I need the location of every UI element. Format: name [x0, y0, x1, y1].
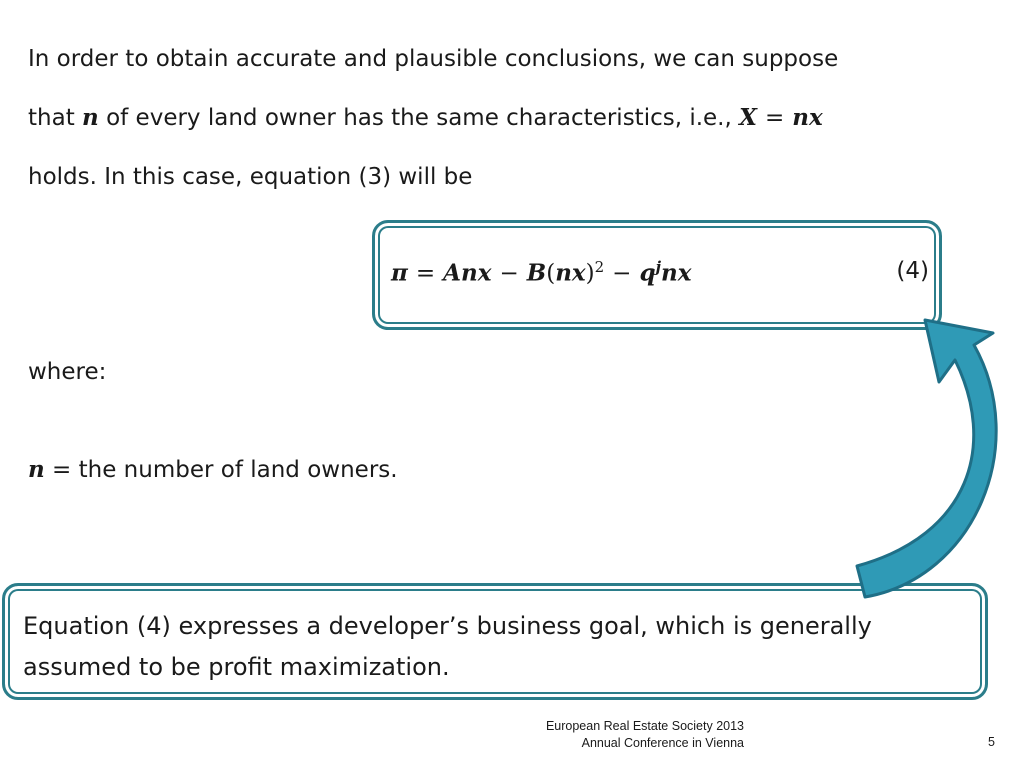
note-line-2: assumed to be profit maximization.	[23, 653, 450, 681]
variable-x: X	[739, 104, 757, 131]
eq-q-nx: nx	[661, 259, 692, 287]
equation-number: (4)	[896, 258, 929, 284]
footer-line-1: European Real Estate Society 2013	[545, 719, 744, 733]
variable-nx: nx	[792, 104, 823, 131]
eq-exponent: 2	[594, 258, 605, 276]
eq-close-paren: )	[585, 260, 595, 287]
note-line-1: Equation (4) expresses a developer’s business goal, which is generally	[23, 612, 872, 640]
eq-minus-2: −	[612, 260, 632, 287]
equals-sign: =	[765, 105, 785, 131]
variable-n: n	[82, 104, 99, 131]
eq-pi: π	[391, 259, 408, 287]
page-number: 5	[988, 735, 995, 749]
footer	[500, 718, 744, 752]
definition-text: = the number of land owners.	[52, 457, 398, 483]
paragraph-line-3: holds. In this case, equation (3) will be	[28, 164, 473, 190]
eq-equals: =	[415, 260, 436, 287]
eq-q: q	[639, 259, 656, 287]
eq-q-superscript: j	[655, 258, 661, 276]
eq-b: B	[526, 259, 547, 287]
where-label: where:	[28, 359, 107, 385]
eq-term-anx: Anx	[443, 259, 492, 287]
footer-line-2: Annual Conference in Vienna	[581, 736, 744, 750]
paragraph-line-2-middle: of every land owner has the same characteristics, i.e.,	[106, 105, 732, 131]
paragraph-line-1: In order to obtain accurate and plausible conclusions, we can suppose	[28, 46, 839, 72]
eq-minus-1: −	[499, 260, 519, 287]
eq-open-paren: (	[546, 260, 556, 287]
paragraph-line-2-start: that	[28, 105, 75, 131]
eq-nx: nx	[555, 259, 586, 287]
definition-variable-n: n	[28, 456, 45, 483]
